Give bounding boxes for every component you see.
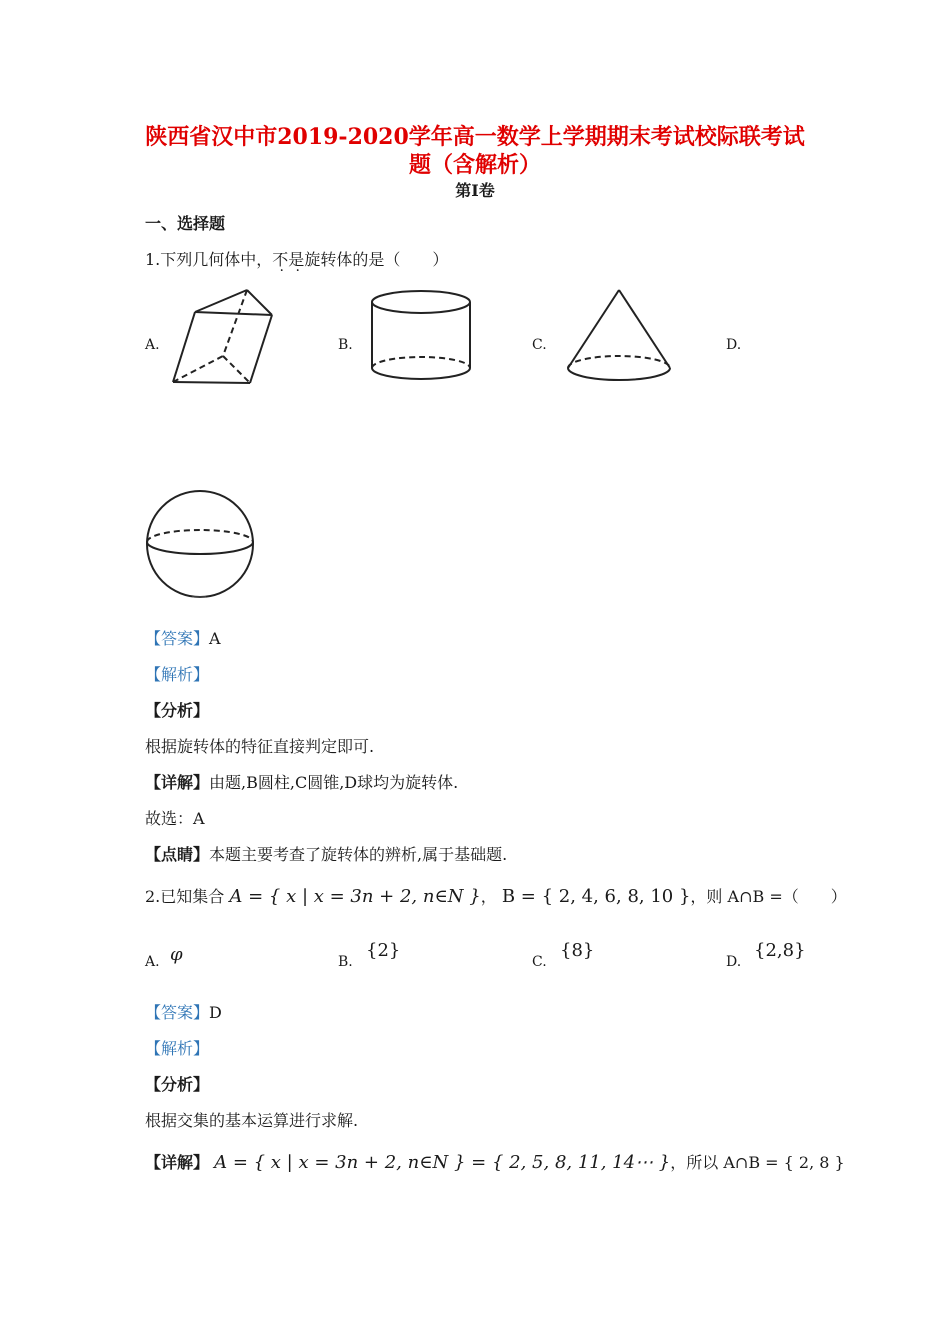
- q1-dianjing-text: 本题主要考查了旋转体的辨析,属于基础题.: [209, 845, 508, 864]
- q2-comma: ，: [480, 887, 497, 906]
- q2-fenxi-tag: 【分析】: [145, 1075, 210, 1094]
- q2-xiangjie-math: A = { x | x = 3n + 2, n∈N } = { 2, 5, 8, 11, 14⋯ }: [214, 1152, 671, 1173]
- cone-figure: [563, 286, 675, 386]
- q2-option-a-value: φ: [170, 944, 183, 965]
- q1-jiexi-tag: 【解析】: [145, 665, 210, 684]
- q2-answer-row: [145, 1000, 222, 1023]
- q2-answer-tag: 【答案】: [145, 1003, 210, 1022]
- q2-xiangjie-row: [145, 1150, 845, 1173]
- q1-guxuan: 故选：A: [145, 809, 205, 828]
- doc-title-line1: 陕西省汉中市2019-2020学年高一数学上学期期末考试校际联考试: [145, 124, 805, 150]
- q2-option-b-label: B.: [338, 954, 353, 970]
- q2-stem: [145, 884, 847, 907]
- oblique-prism-figure: [165, 284, 305, 389]
- q2-fenxi-text: 根据交集的基本运算进行求解.: [145, 1111, 359, 1130]
- q1-fenxi-tag: 【分析】: [145, 701, 210, 720]
- q2-xiangjie-suffix: ，所以 A∩B = { 2, 8 }: [670, 1153, 845, 1172]
- q2-answer-value: D: [209, 1003, 222, 1022]
- q2-option-a-label: A.: [145, 954, 160, 970]
- q2-option-d-value: {2,8}: [754, 940, 806, 961]
- q1-dianjing-tag: 【点睛】: [145, 845, 210, 864]
- q1-option-d-label: D.: [726, 337, 742, 353]
- q1-option-c-label: C.: [532, 337, 547, 353]
- q1-option-a-label: A.: [145, 337, 160, 353]
- sphere-figure: [140, 488, 262, 600]
- q2-set-a: A = { x | x = 3n + 2, n∈N }: [229, 886, 481, 907]
- q2-option-c-label: C.: [532, 954, 547, 970]
- q1-suffix: 旋转体的是（ ）: [304, 250, 449, 269]
- q1-prefix: 1.下列几何体中，: [145, 250, 273, 269]
- q1-emphasis-bu: 不: [272, 250, 289, 269]
- section-heading-juan: 第Ⅰ卷: [455, 181, 495, 200]
- q1-answer-row: [145, 626, 221, 649]
- q1-answer-tag: 【答案】: [145, 629, 210, 648]
- q1-xiangjie-text: 由题,B圆柱,C圆锥,D球均为旋转体.: [209, 773, 459, 792]
- q1-emphasis-shi: 是: [288, 250, 305, 269]
- q2-xiangjie-tag: 【详解】: [145, 1153, 210, 1172]
- cylinder-figure: [365, 288, 477, 386]
- q1-option-b-label: B.: [338, 337, 353, 353]
- doc-title-line2: 题（含解析）: [408, 152, 541, 178]
- section-choice-heading: 一、选择题: [145, 214, 226, 233]
- q2-option-d-label: D.: [726, 954, 742, 970]
- q2-suffix: ，则 A∩B =（ ）: [690, 887, 847, 906]
- q2-jiexi-tag: 【解析】: [145, 1039, 210, 1058]
- q1-fenxi-text: 根据旋转体的特征直接判定即可.: [145, 737, 375, 756]
- q1-answer-value: A: [209, 629, 221, 648]
- q2-set-b: B = { 2, 4, 6, 8, 10 }: [501, 886, 691, 907]
- q1-xiangjie-row: [145, 770, 458, 793]
- q2-option-b-value: {2}: [366, 940, 401, 961]
- q2-option-c-value: {8}: [560, 940, 595, 961]
- q1-dianjing-row: [145, 842, 507, 865]
- q2-prefix: 2.已知集合: [145, 887, 225, 906]
- q1-xiangjie-tag: 【详解】: [145, 773, 210, 792]
- q1-stem: [145, 247, 448, 270]
